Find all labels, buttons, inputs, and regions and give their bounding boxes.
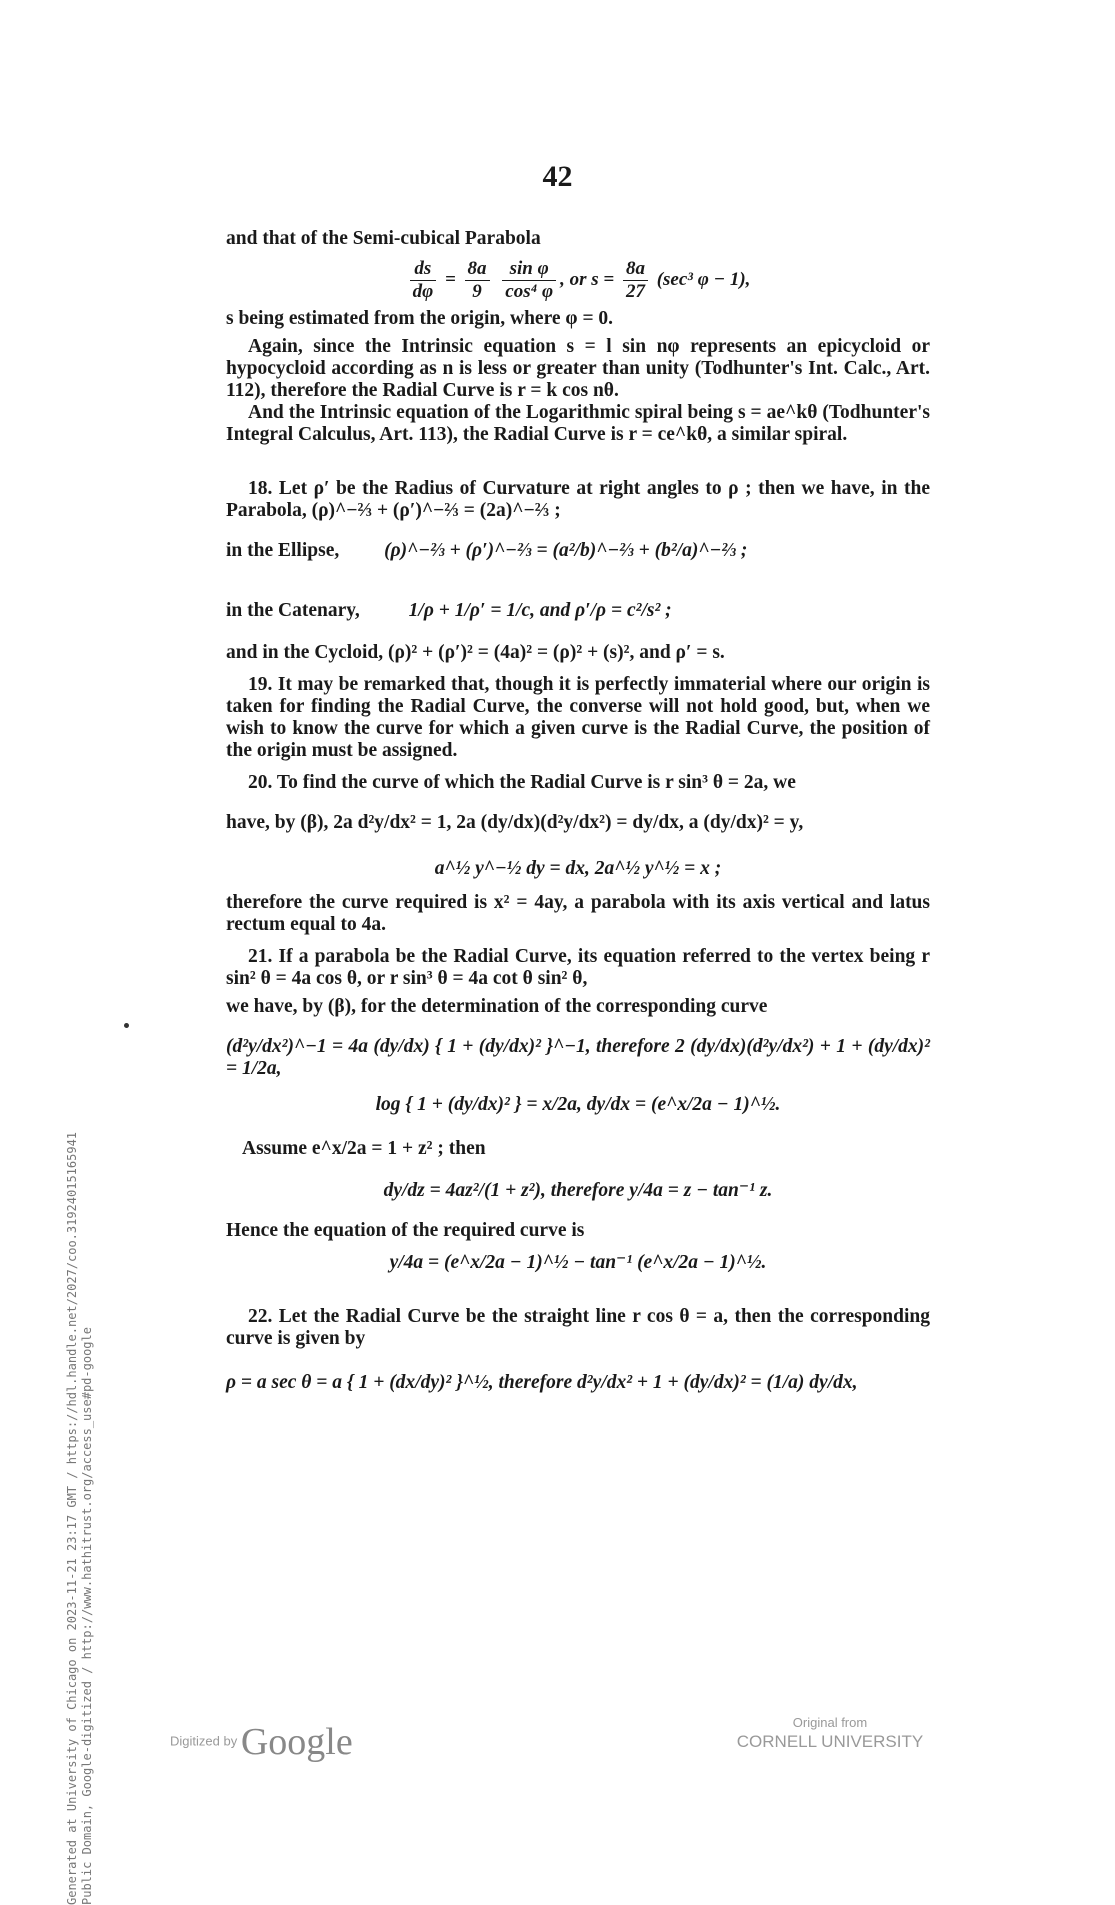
- section-19: 19. It may be remarked that, though it is perfectly immaterial where our origin is taken for finding the Radial Curve, the converse will not hold good, but, when we wish to know the curve for which a given curve is the Radial Curve, the position of the origin must be assigned.: [226, 674, 930, 761]
- paragraph-log-spiral: And the Intrinsic equation of the Logarithmic spiral being s = ae^kθ (Todhunter's Integral Calculus, Art. 113), the Radial Curve is r = ce^kθ, a similar spiral.: [226, 402, 930, 445]
- section-21-determination: we have, by (β), for the determination of the corresponding curve: [226, 996, 768, 1017]
- digitized-by-label: Digitized by: [170, 1733, 238, 1749]
- google-logo: Google: [240, 1721, 353, 1763]
- section-21: 21. If a parabola be the Radial Curve, its equation referred to the vertex being r sin² θ = 4a cos θ, or r sin³ θ = 4a cot θ sin² θ,: [226, 946, 930, 989]
- original-from-label: Original from: [792, 1715, 868, 1730]
- digitized-by-google: [170, 1720, 353, 1764]
- catenary-equation: 1/ρ + 1/ρ′ = 1/c, and ρ′/ρ = c²/s² ;: [408, 600, 672, 621]
- paragraph-semi-cubical: and that of the Semi-cubical Parabola: [226, 228, 541, 249]
- section-21-assume: Assume e^x/2a = 1 + z² ; then: [242, 1138, 486, 1159]
- section-20-equation-2: a^½ y^−½ dy = dx, 2a^½ y^½ = x ;: [434, 858, 722, 879]
- section-18: 18. Let ρ′ be the Radius of Curvature at right angles to ρ ; then we have, in the Parabola, (ρ)^−⅔ + (ρ′)^−⅔ = (2a)^−⅔ ;: [226, 478, 930, 521]
- equation-semi-cubical: $\frac{ds}{d\varphi}$ = $\frac{8a}{9}$ $\frac{\text{sin φ}}{\text{cos⁴ φ}}$ , or s = $\frac{8a}{27}$ (sec³ φ − 1),: [226, 258, 930, 303]
- ellipse-line: [226, 540, 930, 562]
- section-21-equation-1: (d²y/dx²)^−1 = 4a (dy/dx) { 1 + (dy/dx)² }^−1, therefore 2 (dy/dx)(d²y/dx²) + 1 + (dy/dx)² = 1/2a,: [226, 1036, 930, 1079]
- paragraph-origin: s being estimated from the origin, where φ = 0.: [226, 308, 614, 329]
- section-20: 20. To find the curve of which the Radial Curve is r sin³ θ = 2a, we: [248, 772, 796, 793]
- page-number: 42: [542, 160, 573, 193]
- paragraph-epicycloid: Again, since the Intrinsic equation s = l sin nφ represents an epicycloid or hypocycloid according as n is less or greater than unity (Todhunter's Int. Calc., Art. 112), therefore the Radial Curve is r = k cos nθ.: [226, 336, 930, 401]
- institution-name: CORNELL UNIVERSITY: [736, 1732, 924, 1751]
- section-21-equation-2: log { 1 + (dy/dx)² } = x/2a, dy/dx = (e^x/2a − 1)^½.: [375, 1094, 781, 1115]
- ellipse-equation: (ρ)^−⅔ + (ρ′)^−⅔ = (a²/b)^−⅔ + (b²/a)^−⅔ ;: [384, 540, 748, 561]
- catenary-line: [226, 600, 930, 622]
- side-watermark: [65, 665, 95, 1905]
- watermark-line-2: Public Domain, Google-digitized / http://www.hathitrust.org/access_use#pd-google: [80, 1327, 94, 1905]
- original-from: [730, 1713, 930, 1751]
- section-20-equation-1: have, by (β), 2a d²y/dx² = 1, 2a (dy/dx)(d²y/dx²) = dy/dx, a (dy/dx)² = y,: [226, 812, 804, 833]
- catenary-label: in the Catenary,: [226, 600, 360, 621]
- watermark-line-1: Generated at University of Chicago on 2023-11-21 23:17 GMT / https://hdl.handle.net/2027/coo.31924015165941: [65, 1131, 79, 1905]
- section-22-equation: ρ = a sec θ = a { 1 + (dx/dy)² }^½, therefore d²y/dx² + 1 + (dy/dx)² = (1/a) dy/dx,: [226, 1372, 858, 1393]
- section-22: 22. Let the Radial Curve be the straight line r cos θ = a, then the corresponding curve is given by: [226, 1306, 930, 1349]
- cycloid-line: and in the Cycloid, (ρ)² + (ρ′)² = (4a)² = (ρ)² + (s)², and ρ′ = s.: [226, 642, 725, 663]
- section-21-hence: Hence the equation of the required curve is: [226, 1220, 585, 1241]
- section-20-conclusion: therefore the curve required is x² = 4ay, a parabola with its axis vertical and latus rectum equal to 4a.: [226, 892, 930, 935]
- section-21-equation-4: y/4a = (e^x/2a − 1)^½ − tan⁻¹ (e^x/2a − 1)^½.: [389, 1252, 767, 1273]
- section-21-equation-3: dy/dz = 4az²/(1 + z²), therefore y/4a = z − tan⁻¹ z.: [383, 1180, 773, 1201]
- margin-dot: [124, 1023, 129, 1028]
- ellipse-label: in the Ellipse,: [226, 540, 340, 561]
